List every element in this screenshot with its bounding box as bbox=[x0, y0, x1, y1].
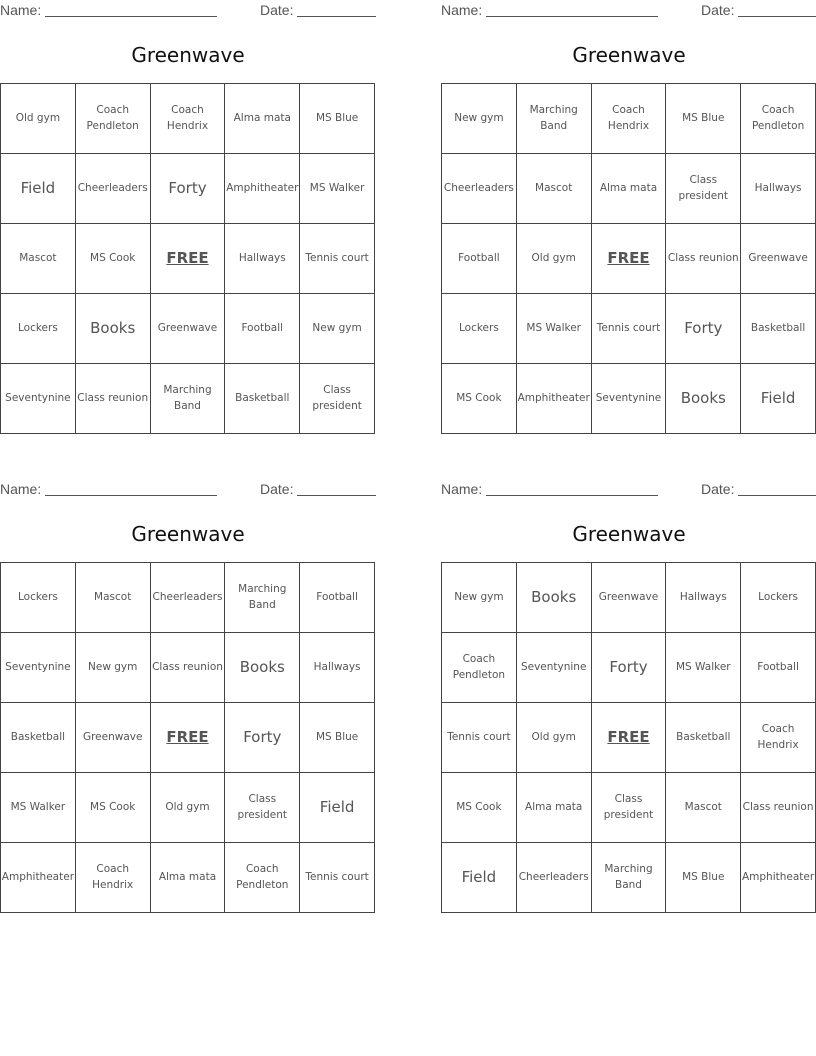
bingo-cell: Cheerleaders bbox=[151, 563, 226, 633]
bingo-cell: Football bbox=[442, 224, 517, 294]
bingo-cell: Seventynine bbox=[1, 633, 76, 703]
bingo-cell: Field bbox=[442, 843, 517, 913]
bingo-cell: MS Walker bbox=[300, 154, 375, 224]
bingo-cell: Hallways bbox=[666, 563, 741, 633]
bingo-card bbox=[0, 479, 376, 919]
bingo-cell: Tennis court bbox=[592, 294, 667, 364]
name-label: Name: bbox=[441, 481, 483, 497]
bingo-cell: Coach Hendrix bbox=[741, 703, 816, 773]
date-line bbox=[297, 16, 376, 17]
bingo-cell: MS Blue bbox=[300, 703, 375, 773]
bingo-cell: Basketball bbox=[741, 294, 816, 364]
bingo-cell: Mascot bbox=[517, 154, 592, 224]
free-space: FREE bbox=[151, 224, 226, 294]
date-label: Date: bbox=[701, 2, 735, 18]
bingo-cell: Greenwave bbox=[76, 703, 151, 773]
bingo-cell: Field bbox=[300, 773, 375, 843]
bingo-cell: Greenwave bbox=[592, 563, 667, 633]
bingo-cell: MS Walker bbox=[517, 294, 592, 364]
bingo-cell: Class reunion bbox=[151, 633, 226, 703]
bingo-cell: Books bbox=[666, 364, 741, 434]
bingo-cell: MS Walker bbox=[1, 773, 76, 843]
bingo-cell: New gym bbox=[300, 294, 375, 364]
bingo-cell: MS Blue bbox=[300, 84, 375, 154]
bingo-cell: Lockers bbox=[741, 563, 816, 633]
bingo-cell: Forty bbox=[151, 154, 226, 224]
card-title: Greenwave bbox=[572, 522, 686, 546]
bingo-card bbox=[441, 479, 816, 919]
bingo-cell: Old gym bbox=[517, 703, 592, 773]
date-label: Date: bbox=[260, 2, 294, 18]
bingo-cell: MS Cook bbox=[442, 773, 517, 843]
bingo-cell: MS Cook bbox=[76, 224, 151, 294]
bingo-cell: Amphitheater bbox=[741, 843, 816, 913]
bingo-cell: Football bbox=[225, 294, 300, 364]
bingo-cell: Alma mata bbox=[151, 843, 226, 913]
bingo-cell: MS Walker bbox=[666, 633, 741, 703]
card-header bbox=[441, 481, 816, 499]
bingo-cell: Books bbox=[225, 633, 300, 703]
bingo-grid bbox=[441, 562, 816, 913]
bingo-cell: Basketball bbox=[1, 703, 76, 773]
bingo-cell: Lockers bbox=[1, 294, 76, 364]
bingo-grid bbox=[441, 83, 816, 434]
bingo-cell: Coach Hendrix bbox=[592, 84, 667, 154]
bingo-cell: Books bbox=[76, 294, 151, 364]
bingo-cell: Football bbox=[741, 633, 816, 703]
date-label: Date: bbox=[701, 481, 735, 497]
bingo-cell: Seventynine bbox=[1, 364, 76, 434]
bingo-cell: Marching Band bbox=[517, 84, 592, 154]
free-space: FREE bbox=[592, 703, 667, 773]
bingo-cell: Alma mata bbox=[517, 773, 592, 843]
bingo-cell: Class president bbox=[225, 773, 300, 843]
free-space: FREE bbox=[592, 224, 667, 294]
bingo-cell: Class reunion bbox=[666, 224, 741, 294]
bingo-grid bbox=[0, 562, 375, 913]
bingo-cell: Hallways bbox=[300, 633, 375, 703]
bingo-cell: MS Cook bbox=[442, 364, 517, 434]
bingo-cell: Coach Pendleton bbox=[442, 633, 517, 703]
bingo-cell: Class president bbox=[592, 773, 667, 843]
bingo-cell: Field bbox=[741, 364, 816, 434]
bingo-cell: Books bbox=[517, 563, 592, 633]
bingo-cell: Greenwave bbox=[151, 294, 226, 364]
bingo-cell: Coach Pendleton bbox=[76, 84, 151, 154]
bingo-cell: Seventynine bbox=[517, 633, 592, 703]
bingo-cell: Forty bbox=[666, 294, 741, 364]
bingo-cell: Lockers bbox=[1, 563, 76, 633]
name-label: Name: bbox=[0, 2, 42, 18]
bingo-cell: Cheerleaders bbox=[76, 154, 151, 224]
bingo-cell: Field bbox=[1, 154, 76, 224]
bingo-cell: Mascot bbox=[76, 563, 151, 633]
bingo-cell: Hallways bbox=[741, 154, 816, 224]
bingo-cell: Lockers bbox=[442, 294, 517, 364]
date-line bbox=[738, 16, 816, 17]
bingo-cell: Coach Hendrix bbox=[76, 843, 151, 913]
name-label: Name: bbox=[0, 481, 42, 497]
bingo-cell: Cheerleaders bbox=[442, 154, 517, 224]
bingo-cell: Alma mata bbox=[225, 84, 300, 154]
free-space: FREE bbox=[151, 703, 226, 773]
bingo-cell: Coach Pendleton bbox=[741, 84, 816, 154]
bingo-cell: Class reunion bbox=[741, 773, 816, 843]
bingo-grid bbox=[0, 83, 375, 434]
card-title: Greenwave bbox=[131, 522, 245, 546]
card-header bbox=[441, 2, 816, 20]
bingo-cell: Amphitheater bbox=[517, 364, 592, 434]
bingo-cell: New gym bbox=[442, 563, 517, 633]
bingo-cell: Forty bbox=[592, 633, 667, 703]
bingo-cell: Marching Band bbox=[151, 364, 226, 434]
bingo-cell: Marching Band bbox=[225, 563, 300, 633]
name-line bbox=[45, 16, 217, 17]
bingo-cell: MS Blue bbox=[666, 843, 741, 913]
bingo-cell: Alma mata bbox=[592, 154, 667, 224]
bingo-cell: MS Blue bbox=[666, 84, 741, 154]
name-line bbox=[45, 495, 217, 496]
bingo-cell: Football bbox=[300, 563, 375, 633]
bingo-cell: Old gym bbox=[1, 84, 76, 154]
bingo-cell: Amphitheater bbox=[225, 154, 300, 224]
bingo-cell: Coach Hendrix bbox=[151, 84, 226, 154]
bingo-cell: Coach Pendleton bbox=[225, 843, 300, 913]
bingo-cell: Hallways bbox=[225, 224, 300, 294]
bingo-cell: New gym bbox=[76, 633, 151, 703]
bingo-cell: Mascot bbox=[1, 224, 76, 294]
bingo-cell: Forty bbox=[225, 703, 300, 773]
bingo-card bbox=[0, 0, 376, 440]
bingo-cell: Class reunion bbox=[76, 364, 151, 434]
bingo-cell: Cheerleaders bbox=[517, 843, 592, 913]
name-label: Name: bbox=[441, 2, 483, 18]
bingo-cell: New gym bbox=[442, 84, 517, 154]
card-title: Greenwave bbox=[572, 43, 686, 67]
bingo-cell: Basketball bbox=[225, 364, 300, 434]
bingo-cell: Marching Band bbox=[592, 843, 667, 913]
card-header bbox=[0, 481, 376, 499]
date-label: Date: bbox=[260, 481, 294, 497]
bingo-cell: Tennis court bbox=[442, 703, 517, 773]
date-line bbox=[738, 495, 816, 496]
bingo-cell: MS Cook bbox=[76, 773, 151, 843]
bingo-cell: Old gym bbox=[517, 224, 592, 294]
bingo-cell: Tennis court bbox=[300, 843, 375, 913]
bingo-cell: Old gym bbox=[151, 773, 226, 843]
bingo-cell: Class president bbox=[300, 364, 375, 434]
bingo-cell: Basketball bbox=[666, 703, 741, 773]
bingo-cell: Greenwave bbox=[741, 224, 816, 294]
card-title: Greenwave bbox=[131, 43, 245, 67]
bingo-cell: Amphitheater bbox=[1, 843, 76, 913]
card-header bbox=[0, 2, 376, 20]
bingo-cell: Mascot bbox=[666, 773, 741, 843]
bingo-cell: Class president bbox=[666, 154, 741, 224]
bingo-cell: Tennis court bbox=[300, 224, 375, 294]
bingo-cell: Seventynine bbox=[592, 364, 667, 434]
name-line bbox=[486, 16, 658, 17]
bingo-card bbox=[441, 0, 816, 440]
name-line bbox=[486, 495, 658, 496]
date-line bbox=[297, 495, 376, 496]
